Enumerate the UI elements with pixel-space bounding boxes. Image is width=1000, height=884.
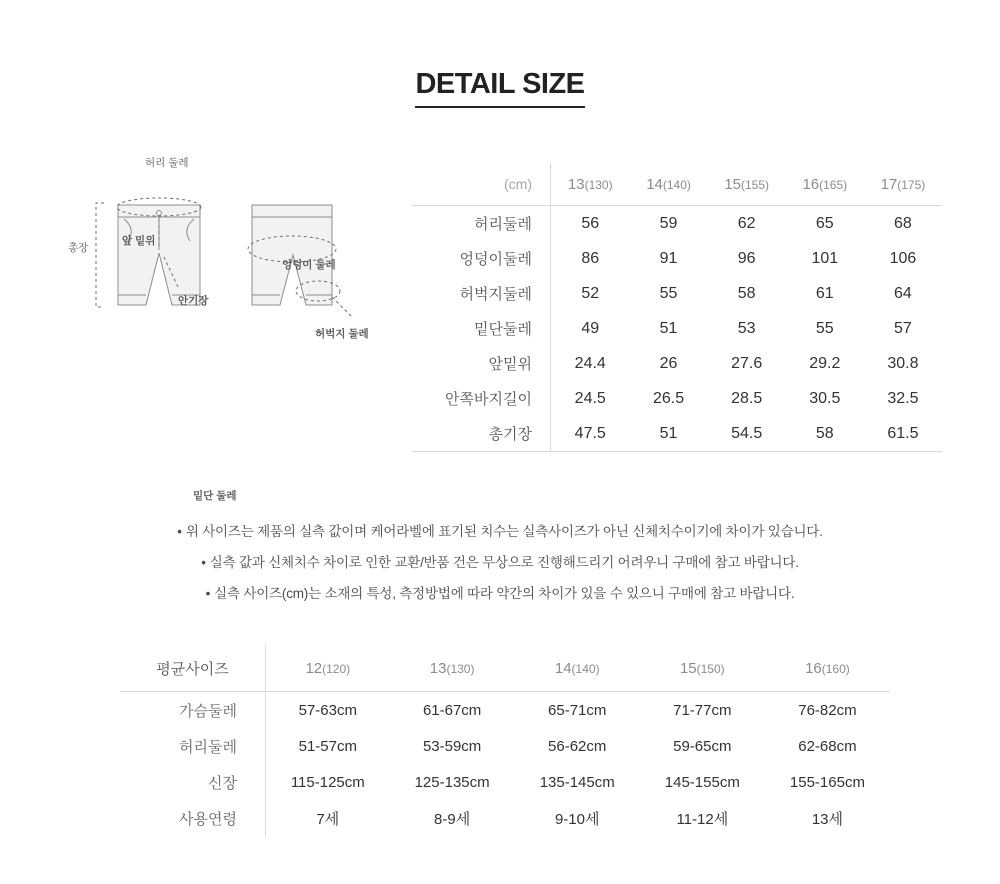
column-header-13-sub: (130) <box>584 177 613 192</box>
note-item <box>0 551 1000 571</box>
bullet-icon: • <box>205 586 211 601</box>
avg-cell: 71-77cm <box>673 701 732 719</box>
avg-cell: 135-145cm <box>539 773 615 791</box>
avg-row-label: 가슴둘레 <box>120 692 266 729</box>
avg-cell: 61-67cm <box>422 701 482 719</box>
avg-cell: 145-155cm <box>664 773 740 791</box>
size-illustration <box>60 145 420 515</box>
column-header-17-sub: (175) <box>897 177 926 192</box>
average-size-table <box>120 645 890 836</box>
table-row <box>412 416 942 452</box>
hip-circumference-label: 엉덩이 둘레 <box>282 259 336 271</box>
row-label: 총기장 <box>412 416 551 452</box>
table-row <box>412 311 942 346</box>
avg-table-header-row <box>120 645 890 692</box>
row-label: 엉덩이둘레 <box>412 241 551 276</box>
cell: 54.5 <box>708 416 786 452</box>
table-row <box>412 241 942 276</box>
note-text: 실측 사이즈(cm)는 소재의 특성, 측정방법에 따라 약간의 차이가 있을 수 있으니 구매에 참고 바랍니다. <box>214 586 795 601</box>
cell: 55 <box>815 319 834 337</box>
cell: 51 <box>629 416 707 452</box>
shorts-front-view <box>96 198 201 307</box>
avg-column-header-14 <box>515 645 640 692</box>
cell: 106 <box>889 249 917 267</box>
avg-column-header-13-main: 13 <box>429 659 447 677</box>
cell: 28.5 <box>731 389 763 407</box>
cell: 56 <box>581 214 600 232</box>
row-label: 밑단둘레 <box>412 311 551 346</box>
avg-cell: 65-71cm <box>548 701 607 719</box>
column-header-17 <box>864 163 942 206</box>
page-title-text: DETAIL SIZE <box>415 68 584 108</box>
avg-table-row <box>120 728 890 764</box>
avg-row-label: 신장 <box>120 764 266 800</box>
avg-column-header-13 <box>390 645 515 692</box>
cell: 29.2 <box>809 354 841 372</box>
row-label: 허리둘레 <box>412 206 551 242</box>
row-label: 안쪽바지길이 <box>412 381 551 416</box>
cell: 57 <box>894 319 912 337</box>
note-item <box>0 520 1000 540</box>
column-header-14-main: 14 <box>646 175 663 193</box>
cell: 55 <box>659 284 678 302</box>
avg-row-label: 사용연령 <box>120 800 266 836</box>
avg-column-header-14-main: 14 <box>554 659 572 677</box>
cell: 32.5 <box>887 389 919 407</box>
avg-cell: 51-57cm <box>298 737 357 755</box>
note-text: 실측 값과 신체치수 차이로 인한 교환/반품 건은 무상으로 진행해드리기 어려우니 구매에 참고 바랍니다. <box>209 555 799 570</box>
bullet-icon: • <box>177 524 182 539</box>
column-header-14-sub: (140) <box>662 177 691 192</box>
cell: 53 <box>737 319 756 337</box>
avg-cell: 9-10세 <box>554 810 600 828</box>
avg-column-header-12 <box>266 645 390 692</box>
row-label: 허벅지둘레 <box>412 276 551 311</box>
hem-circumference-label: 밑단 둘레 <box>193 490 237 502</box>
cell: 49 <box>581 319 600 337</box>
column-header-15-sub: (155) <box>741 177 770 192</box>
column-header-17-main: 17 <box>880 175 898 193</box>
avg-column-header-12-main: 12 <box>305 659 323 677</box>
note-item <box>0 582 1000 602</box>
row-label: 앞밑위 <box>412 346 551 381</box>
avg-cell: 13세 <box>811 810 844 828</box>
bullet-icon: • <box>201 555 206 570</box>
avg-column-header-12-sub: (120) <box>322 661 351 676</box>
notes-list <box>0 520 1000 613</box>
cell: 26 <box>659 354 678 372</box>
cell: 86 <box>581 249 600 267</box>
cell: 68 <box>894 214 912 232</box>
avg-column-header-14-sub: (140) <box>571 661 600 676</box>
avg-cell: 155-165cm <box>789 773 865 791</box>
avg-cell: 7세 <box>316 810 340 828</box>
avg-table-row <box>120 800 890 836</box>
cell: 59 <box>659 214 678 232</box>
table-header-row <box>412 163 942 206</box>
avg-column-header-16-main: 16 <box>805 659 822 677</box>
table-row <box>412 206 942 242</box>
avg-column-header-13-sub: (130) <box>446 661 475 676</box>
avg-corner-label: 평균사이즈 <box>120 645 266 692</box>
column-header-16 <box>786 163 864 206</box>
cell: 58 <box>786 416 864 452</box>
avg-cell: 56-62cm <box>548 737 607 755</box>
cell: 61.5 <box>864 416 942 452</box>
cell: 91 <box>659 249 678 267</box>
cell: 30.5 <box>809 389 841 407</box>
column-header-15-main: 15 <box>724 175 741 193</box>
detail-size-table <box>412 163 942 452</box>
column-header-13-main: 13 <box>567 175 585 193</box>
avg-column-header-16 <box>765 645 890 692</box>
column-header-16-main: 16 <box>802 175 820 193</box>
table-row <box>412 381 942 416</box>
avg-column-header-15-main: 15 <box>679 659 697 677</box>
inseam-label: 안기장 <box>178 295 209 307</box>
avg-cell: 76-82cm <box>798 701 857 719</box>
avg-table-row <box>120 692 890 729</box>
cell: 47.5 <box>551 416 630 452</box>
waist-circumference-label: 허리 둘레 <box>145 157 189 169</box>
avg-cell: 62-68cm <box>798 737 857 755</box>
front-rise-label: 앞 밑위 <box>122 235 156 247</box>
cell: 26.5 <box>652 389 685 407</box>
avg-cell: 11-12세 <box>676 810 729 828</box>
page-title <box>0 68 1000 101</box>
avg-cell: 115-125cm <box>290 773 365 791</box>
cell: 101 <box>811 249 839 267</box>
avg-cell: 125-135cm <box>414 773 490 791</box>
cell: 30.8 <box>887 354 919 372</box>
avg-column-header-15-sub: (150) <box>696 661 725 676</box>
cell: 62 <box>737 214 756 232</box>
avg-column-header-16-sub: (160) <box>821 661 850 676</box>
cell: 27.6 <box>731 354 763 372</box>
cell: 61 <box>815 284 834 302</box>
cell: 24.5 <box>574 389 606 407</box>
cell: 64 <box>894 284 912 302</box>
cell: 24.4 <box>574 354 606 372</box>
cell: 96 <box>737 249 756 267</box>
table-row <box>412 276 942 311</box>
note-text: 위 사이즈는 제품의 실측 값이며 케어라벨에 표기된 치수는 실측사이즈가 아닌 신체치수이기에 차이가 있습니다. <box>185 524 823 539</box>
column-header-15 <box>708 163 786 206</box>
column-header-16-sub: (165) <box>819 177 848 192</box>
cell: 65 <box>815 214 834 232</box>
column-header-14 <box>629 163 707 206</box>
cell: 58 <box>737 284 756 302</box>
avg-cell: 59-65cm <box>673 737 732 755</box>
avg-table-row <box>120 764 890 800</box>
column-header-13 <box>551 163 630 206</box>
table-row <box>412 346 942 381</box>
unit-cell: (cm) <box>412 163 551 206</box>
avg-row-label: 허리둘레 <box>120 728 266 764</box>
cell: 51 <box>659 319 678 337</box>
avg-cell: 8-9세 <box>434 810 471 828</box>
cell: 52 <box>581 284 600 302</box>
avg-cell: 53-59cm <box>422 737 482 755</box>
thigh-circumference-label: 허벅지 둘레 <box>315 328 369 340</box>
total-length-label: 총장 <box>68 242 89 254</box>
avg-cell: 57-63cm <box>298 701 357 719</box>
avg-column-header-15 <box>640 645 765 692</box>
